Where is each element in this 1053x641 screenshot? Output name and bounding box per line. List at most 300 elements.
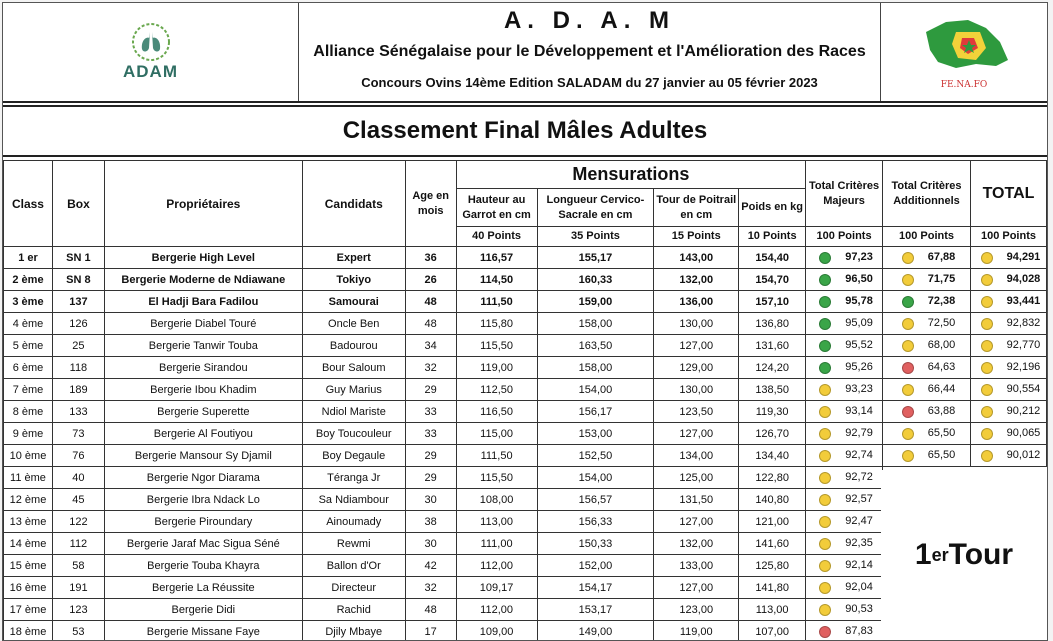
cell-total: [970, 269, 1046, 291]
cell-longueur: 163,50: [537, 335, 654, 357]
cell-age: 29: [405, 445, 456, 467]
points-hauteur: 40 Points: [456, 227, 537, 247]
cell-candidate: Oncle Ben: [302, 313, 405, 335]
cell-tour: 133,00: [654, 555, 739, 577]
cell-owner: Bergerie Moderne de Ndiawane: [104, 269, 302, 291]
lungs-icon: [129, 22, 173, 62]
status-dot-icon: [819, 604, 831, 616]
cell-poids: 121,00: [739, 511, 806, 533]
cell-tour: 134,00: [654, 445, 739, 467]
cell-total-additionnels: [883, 269, 971, 291]
cell-box: 189: [52, 379, 104, 401]
value-total: 92,832: [1006, 317, 1041, 330]
cell-rank: 16 ème: [4, 577, 53, 599]
status-dot-icon: [819, 340, 831, 352]
status-dot-icon: [981, 450, 993, 462]
value-total-additionnels: 68,00: [927, 339, 956, 352]
value-total-majeurs: 95,26: [845, 361, 873, 374]
cell-total: [970, 379, 1046, 401]
cell-hauteur: 116,57: [456, 247, 537, 269]
status-dot-icon: [819, 494, 831, 506]
value-total-majeurs: 92,72: [845, 471, 873, 484]
cell-poids: 134,40: [739, 445, 806, 467]
status-dot-icon: [902, 406, 914, 418]
cell-age: 32: [405, 357, 456, 379]
value-total-majeurs: 92,35: [845, 537, 873, 550]
header-center: [299, 3, 881, 101]
cell-total-majeurs: [806, 533, 883, 555]
status-dot-icon: [902, 296, 914, 308]
cell-age: 33: [405, 423, 456, 445]
cell-poids: 107,00: [739, 621, 806, 641]
cell-owner: Bergerie Superette: [104, 401, 302, 423]
cell-longueur: 152,50: [537, 445, 654, 467]
cell-rank: 4 ème: [4, 313, 53, 335]
cell-total-majeurs: [806, 489, 883, 511]
col-age: Age en mois: [405, 161, 456, 247]
cell-total-majeurs: [806, 247, 883, 269]
cell-age: 38: [405, 511, 456, 533]
cell-candidate: Téranga Jr: [302, 467, 405, 489]
cell-longueur: 160,33: [537, 269, 654, 291]
cell-candidate: Ndiol Mariste: [302, 401, 405, 423]
value-total-additionnels: 71,75: [927, 273, 956, 286]
col-owners: Propriétaires: [104, 161, 302, 247]
cell-hauteur: 115,00: [456, 423, 537, 445]
cell-poids: 141,80: [739, 577, 806, 599]
cell-tour: 125,00: [654, 467, 739, 489]
status-dot-icon: [819, 560, 831, 572]
cell-poids: 122,80: [739, 467, 806, 489]
cell-age: 42: [405, 555, 456, 577]
cell-hauteur: 112,00: [456, 555, 537, 577]
cell-total-additionnels: [883, 357, 971, 379]
cell-age: 48: [405, 599, 456, 621]
value-total: 90,065: [1006, 427, 1041, 440]
cell-candidate: Rewmi: [302, 533, 405, 555]
value-total-additionnels: 66,44: [927, 383, 956, 396]
cell-box: 73: [52, 423, 104, 445]
cell-hauteur: 115,80: [456, 313, 537, 335]
cell-longueur: 156,17: [537, 401, 654, 423]
status-dot-icon: [902, 252, 914, 264]
cell-total-majeurs: [806, 621, 883, 641]
org-name: Alliance Sénégalaise pour le Développement et l'Amélioration des Races: [313, 43, 866, 60]
value-total-additionnels: 67,88: [927, 251, 956, 264]
cell-poids: 124,20: [739, 357, 806, 379]
status-dot-icon: [819, 472, 831, 484]
value-total-majeurs: 97,23: [845, 251, 873, 264]
cell-hauteur: 115,50: [456, 467, 537, 489]
cell-poids: 113,00: [739, 599, 806, 621]
cell-rank: 14 ème: [4, 533, 53, 555]
cell-candidate: Sa Ndiambour: [302, 489, 405, 511]
cell-owner: Bergerie Missane Faye: [104, 621, 302, 641]
value-total-majeurs: 96,50: [845, 273, 873, 286]
status-dot-icon: [981, 406, 993, 418]
cell-total: [970, 401, 1046, 423]
cell-hauteur: 111,00: [456, 533, 537, 555]
value-total-majeurs: 93,14: [845, 405, 873, 418]
cell-total-majeurs: [806, 291, 883, 313]
cell-poids: 154,40: [739, 247, 806, 269]
cell-tour: 132,00: [654, 533, 739, 555]
cell-hauteur: 111,50: [456, 445, 537, 467]
cell-rank: 3 ème: [4, 291, 53, 313]
cell-hauteur: 112,00: [456, 599, 537, 621]
cell-hauteur: 111,50: [456, 291, 537, 313]
status-dot-icon: [819, 252, 831, 264]
table-row: [4, 423, 1047, 445]
value-total-additionnels: 72,50: [927, 317, 956, 330]
cell-age: 29: [405, 379, 456, 401]
cell-box: 76: [52, 445, 104, 467]
cell-owner: Bergerie Sirandou: [104, 357, 302, 379]
cell-total: [970, 313, 1046, 335]
cell-poids: 138,50: [739, 379, 806, 401]
cell-rank: 7 ème: [4, 379, 53, 401]
cell-total-majeurs: [806, 599, 883, 621]
status-dot-icon: [819, 516, 831, 528]
status-dot-icon: [819, 626, 831, 638]
cell-tour: 132,00: [654, 269, 739, 291]
cell-age: 48: [405, 313, 456, 335]
status-dot-icon: [981, 296, 993, 308]
cell-total: [970, 291, 1046, 313]
cell-age: 29: [405, 467, 456, 489]
cell-rank: 6 ème: [4, 357, 53, 379]
table-row: [4, 291, 1047, 313]
value-total-majeurs: 92,04: [845, 581, 873, 594]
cell-poids: 125,80: [739, 555, 806, 577]
value-total-majeurs: 92,47: [845, 515, 873, 528]
cell-poids: 119,30: [739, 401, 806, 423]
cell-total-additionnels: [883, 335, 971, 357]
cell-total-additionnels: [883, 313, 971, 335]
cell-hauteur: 116,50: [456, 401, 537, 423]
cell-tour: 136,00: [654, 291, 739, 313]
cell-rank: 11 ème: [4, 467, 53, 489]
cell-box: 45: [52, 489, 104, 511]
value-total: 94,291: [1006, 251, 1041, 264]
points-tour: 15 Points: [654, 227, 739, 247]
cell-total-majeurs: [806, 555, 883, 577]
status-dot-icon: [902, 362, 914, 374]
value-total-majeurs: 92,57: [845, 493, 873, 506]
cell-owner: Bergerie Mansour Sy Djamil: [104, 445, 302, 467]
tour-word: Tour: [948, 538, 1014, 571]
cell-candidate: Boy Toucouleur: [302, 423, 405, 445]
cell-total-majeurs: [806, 467, 883, 489]
fenafo-logo: [881, 3, 1047, 101]
cell-poids: 136,80: [739, 313, 806, 335]
cell-total-additionnels: [883, 247, 971, 269]
status-dot-icon: [819, 428, 831, 440]
cell-box: 133: [52, 401, 104, 423]
status-dot-icon: [819, 362, 831, 374]
cell-total-majeurs: [806, 335, 883, 357]
cell-tour: 127,00: [654, 577, 739, 599]
cell-longueur: 158,00: [537, 313, 654, 335]
fenafo-text: FE.NA.FO: [940, 80, 988, 90]
col-total-additionnels: Total Critères Additionnels: [883, 161, 971, 227]
cell-candidate: Expert: [302, 247, 405, 269]
cell-total: [970, 247, 1046, 269]
cell-owner: El Hadji Bara Fadilou: [104, 291, 302, 313]
cell-owner: Bergerie Touba Khayra: [104, 555, 302, 577]
cell-candidate: Ballon d'Or: [302, 555, 405, 577]
cell-owner: Bergerie Al Foutiyou: [104, 423, 302, 445]
col-total: TOTAL: [970, 161, 1046, 227]
cell-hauteur: 109,00: [456, 621, 537, 641]
status-dot-icon: [981, 362, 993, 374]
cell-longueur: 154,17: [537, 577, 654, 599]
cell-total-majeurs: [806, 577, 883, 599]
cell-hauteur: 114,50: [456, 269, 537, 291]
tour-label: [881, 470, 1047, 640]
col-hauteur: Hauteur au Garrot en cm: [456, 189, 537, 227]
cell-tour: 131,50: [654, 489, 739, 511]
cell-poids: 126,70: [739, 423, 806, 445]
cell-tour: 129,00: [654, 357, 739, 379]
cell-total-additionnels: [883, 423, 971, 445]
cell-candidate: Badourou: [302, 335, 405, 357]
value-total-majeurs: 93,23: [845, 383, 873, 396]
cell-rank: 12 ème: [4, 489, 53, 511]
value-total-additionnels: 65,50: [927, 427, 956, 440]
cell-total-majeurs: [806, 445, 883, 467]
contest-title: Concours Ovins 14ème Edition SALADAM du 27 janvier au 05 février 2023: [361, 75, 818, 90]
cell-longueur: 152,00: [537, 555, 654, 577]
ranking-sheet: [2, 2, 1048, 641]
status-dot-icon: [819, 538, 831, 550]
cell-box: 25: [52, 335, 104, 357]
cell-longueur: 154,00: [537, 467, 654, 489]
cell-candidate: Bour Saloum: [302, 357, 405, 379]
status-dot-icon: [981, 428, 993, 440]
cell-box: 40: [52, 467, 104, 489]
cell-longueur: 149,00: [537, 621, 654, 641]
col-total-majeurs: Total Critères Majeurs: [806, 161, 883, 227]
status-dot-icon: [981, 274, 993, 286]
value-total: 94,028: [1006, 273, 1041, 286]
cell-tour: 130,00: [654, 313, 739, 335]
status-dot-icon: [981, 252, 993, 264]
value-total-majeurs: 90,53: [845, 603, 873, 616]
cell-rank: 1 er: [4, 247, 53, 269]
cell-longueur: 154,00: [537, 379, 654, 401]
cell-total-additionnels: [883, 379, 971, 401]
cell-total-additionnels: [883, 445, 971, 467]
cell-longueur: 153,00: [537, 423, 654, 445]
cell-rank: 10 ème: [4, 445, 53, 467]
cell-box: 126: [52, 313, 104, 335]
value-total: 92,196: [1006, 361, 1041, 374]
cell-total-majeurs: [806, 379, 883, 401]
table-row: [4, 335, 1047, 357]
cell-owner: Bergerie La Réussite: [104, 577, 302, 599]
table-row: [4, 247, 1047, 269]
status-dot-icon: [981, 318, 993, 330]
cell-hauteur: 115,50: [456, 335, 537, 357]
cell-total: [970, 445, 1046, 467]
cell-owner: Bergerie Jaraf Mac Sigua Séné: [104, 533, 302, 555]
value-total-majeurs: 95,78: [845, 295, 873, 308]
col-box: Box: [52, 161, 104, 247]
cell-owner: Bergerie Ngor Diarama: [104, 467, 302, 489]
cell-age: 48: [405, 291, 456, 313]
value-total: 90,012: [1006, 449, 1041, 462]
value-total-additionnels: 65,50: [927, 449, 956, 462]
status-dot-icon: [819, 274, 831, 286]
cell-age: 36: [405, 247, 456, 269]
cell-candidate: Djily Mbaye: [302, 621, 405, 641]
status-dot-icon: [902, 450, 914, 462]
col-class: Class: [4, 161, 53, 247]
value-total-majeurs: 87,83: [845, 625, 873, 638]
cell-hauteur: 109,17: [456, 577, 537, 599]
cell-tour: 130,00: [654, 379, 739, 401]
table-row: [4, 379, 1047, 401]
cell-poids: 141,60: [739, 533, 806, 555]
org-acronym: A. D. A. M: [503, 7, 676, 34]
status-dot-icon: [981, 340, 993, 352]
cell-candidate: Directeur: [302, 577, 405, 599]
cell-age: 17: [405, 621, 456, 641]
cell-owner: Bergerie Diabel Touré: [104, 313, 302, 335]
cell-owner: Bergerie Didi: [104, 599, 302, 621]
cell-poids: 131,60: [739, 335, 806, 357]
col-candidates: Candidats: [302, 161, 405, 247]
table-row: [4, 269, 1047, 291]
status-dot-icon: [902, 318, 914, 330]
status-dot-icon: [819, 384, 831, 396]
cell-longueur: 156,57: [537, 489, 654, 511]
cell-owner: Bergerie Ibou Khadim: [104, 379, 302, 401]
value-total-majeurs: 92,14: [845, 559, 873, 572]
points-poids: 10 Points: [739, 227, 806, 247]
page-title: Classement Final Mâles Adultes: [3, 105, 1047, 157]
cell-age: 33: [405, 401, 456, 423]
cell-rank: 15 ème: [4, 555, 53, 577]
cell-total-majeurs: [806, 423, 883, 445]
cell-longueur: 150,33: [537, 533, 654, 555]
document-header: [3, 3, 1047, 103]
cell-age: 30: [405, 533, 456, 555]
cell-box: 58: [52, 555, 104, 577]
value-total: 93,441: [1006, 295, 1041, 308]
cell-poids: 157,10: [739, 291, 806, 313]
value-total-majeurs: 95,09: [845, 317, 873, 330]
cell-age: 30: [405, 489, 456, 511]
value-total-additionnels: 63,88: [927, 405, 956, 418]
cell-total-majeurs: [806, 511, 883, 533]
cell-box: 123: [52, 599, 104, 621]
cell-hauteur: 112,50: [456, 379, 537, 401]
cell-box: 122: [52, 511, 104, 533]
cell-age: 26: [405, 269, 456, 291]
table-row: [4, 401, 1047, 423]
adam-logo-text: ADAM: [123, 62, 178, 81]
status-dot-icon: [819, 296, 831, 308]
status-dot-icon: [819, 318, 831, 330]
cell-total-majeurs: [806, 357, 883, 379]
cell-age: 32: [405, 577, 456, 599]
status-dot-icon: [902, 384, 914, 396]
value-total: 90,554: [1006, 383, 1041, 396]
cell-box: 112: [52, 533, 104, 555]
cell-candidate: Samourai: [302, 291, 405, 313]
cell-total-majeurs: [806, 313, 883, 335]
value-total: 90,212: [1006, 405, 1041, 418]
cell-poids: 140,80: [739, 489, 806, 511]
cell-total-majeurs: [806, 269, 883, 291]
tour-number: 1: [914, 538, 932, 571]
table-row: [4, 445, 1047, 467]
cell-box: 53: [52, 621, 104, 641]
status-dot-icon: [819, 582, 831, 594]
cell-box: SN 8: [52, 269, 104, 291]
cell-owner: Bergerie Piroundary: [104, 511, 302, 533]
cell-total-majeurs: [806, 401, 883, 423]
cell-rank: 17 ème: [4, 599, 53, 621]
points-total: 100 Points: [970, 227, 1046, 247]
points-additionnels: 100 Points: [883, 227, 971, 247]
cell-hauteur: 108,00: [456, 489, 537, 511]
cell-rank: 18 ème: [4, 621, 53, 641]
cell-total: [970, 423, 1046, 445]
cell-tour: 143,00: [654, 247, 739, 269]
cell-hauteur: 119,00: [456, 357, 537, 379]
cell-tour: 123,50: [654, 401, 739, 423]
value-total-additionnels: 72,38: [927, 295, 956, 308]
cell-tour: 127,00: [654, 423, 739, 445]
status-dot-icon: [981, 384, 993, 396]
table-row: [4, 357, 1047, 379]
col-mensurations: Mensurations: [456, 161, 805, 189]
status-dot-icon: [902, 274, 914, 286]
cell-tour: 123,00: [654, 599, 739, 621]
status-dot-icon: [902, 428, 914, 440]
cell-total-additionnels: [883, 401, 971, 423]
status-dot-icon: [819, 450, 831, 462]
cell-candidate: Guy Marius: [302, 379, 405, 401]
cell-box: SN 1: [52, 247, 104, 269]
cell-rank: 13 ème: [4, 511, 53, 533]
cell-rank: 8 ème: [4, 401, 53, 423]
cell-age: 34: [405, 335, 456, 357]
cell-longueur: 156,33: [537, 511, 654, 533]
value-total-additionnels: 64,63: [927, 361, 956, 374]
cell-tour: 127,00: [654, 335, 739, 357]
cell-total-additionnels: [883, 291, 971, 313]
cell-candidate: Tokiyo: [302, 269, 405, 291]
cell-tour: 119,00: [654, 621, 739, 641]
cell-box: 191: [52, 577, 104, 599]
value-total: 92,770: [1006, 339, 1041, 352]
cell-owner: Bergerie Tanwir Touba: [104, 335, 302, 357]
cell-rank: 5 ème: [4, 335, 53, 357]
tour-sup: er: [931, 544, 949, 565]
value-total-majeurs: 92,74: [845, 449, 873, 462]
points-majeurs: 100 Points: [806, 227, 883, 247]
cell-longueur: 155,17: [537, 247, 654, 269]
senegal-map-icon: [916, 14, 1012, 80]
cell-longueur: 159,00: [537, 291, 654, 313]
cell-total: [970, 335, 1046, 357]
cell-longueur: 153,17: [537, 599, 654, 621]
status-dot-icon: [902, 340, 914, 352]
